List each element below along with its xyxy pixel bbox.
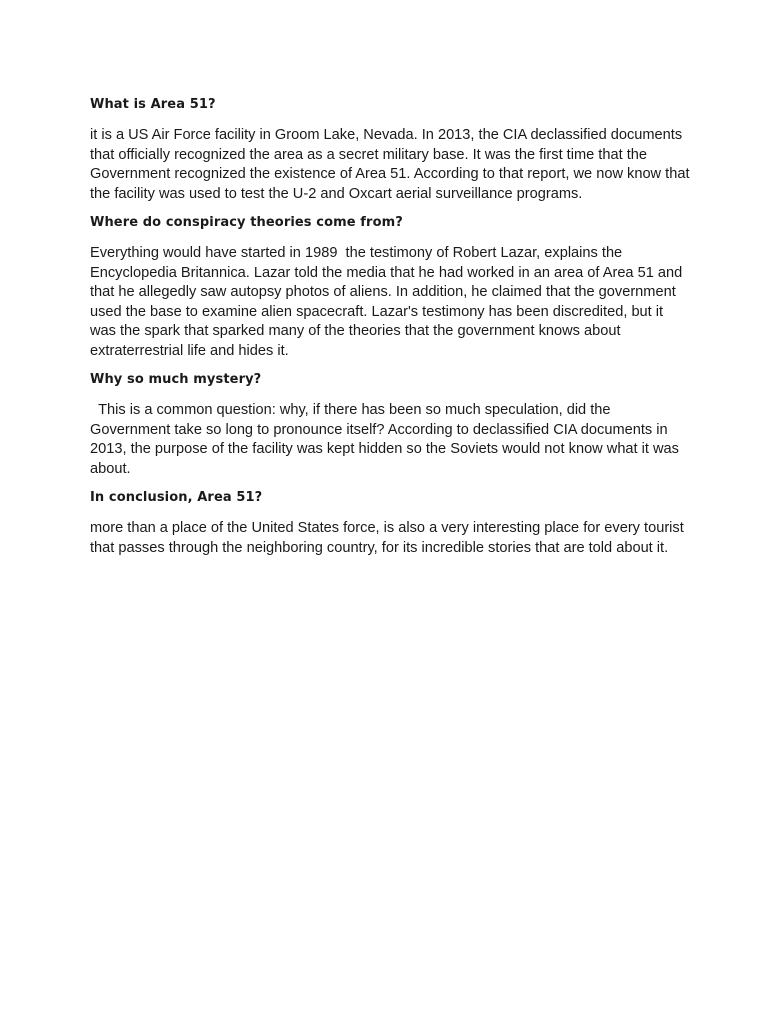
section-body: more than a place of the United States force, is also a very interesting place for every tourist that passes through the neighboring country, for its incredible stories that are told about it. (90, 520, 688, 556)
section-body: Everything would have started in 1989 the testimony of Robert Lazar, explains the Encyclopedia Britannica. Lazar told the media that he had worked in an area of Area 51 and that he allegedly saw autopsy photos of aliens. In addition, he claimed that the government used the base to examine alien spacecraft. Lazar's testimony has been discredited, but it was the spark that sparked many of the theories that the government knows about extraterrestrial life and hides it. (90, 245, 687, 359)
section-what-is-area-51 (90, 96, 694, 204)
section-heading: In conclusion, Area 51? (90, 490, 263, 505)
section-conclusion (90, 489, 690, 558)
section-heading: What is Area 51? (90, 97, 216, 112)
document-page (90, 96, 694, 568)
section-body: it is a US Air Force facility in Groom Lake, Nevada. In 2013, the CIA declassified documents that officially recognized the area as a secret military base. It was the first time that the Government recognized the existence of Area 51. According to that report, we now know that the facility was used to test the U-2 and Oxcart aerial surveillance programs. (90, 127, 694, 202)
section-why-mystery (90, 371, 690, 479)
section-heading: Where do conspiracy theories come from? (90, 215, 403, 230)
section-body: This is a common question: why, if there has been so much speculation, did the Government take so long to pronounce itself? According to declassified CIA documents in 2013, the purpose of the facility was kept hidden so the Soviets would not know what it was about. (90, 402, 684, 477)
section-conspiracy-origins (90, 214, 690, 361)
section-heading: Why so much mystery? (90, 372, 262, 387)
